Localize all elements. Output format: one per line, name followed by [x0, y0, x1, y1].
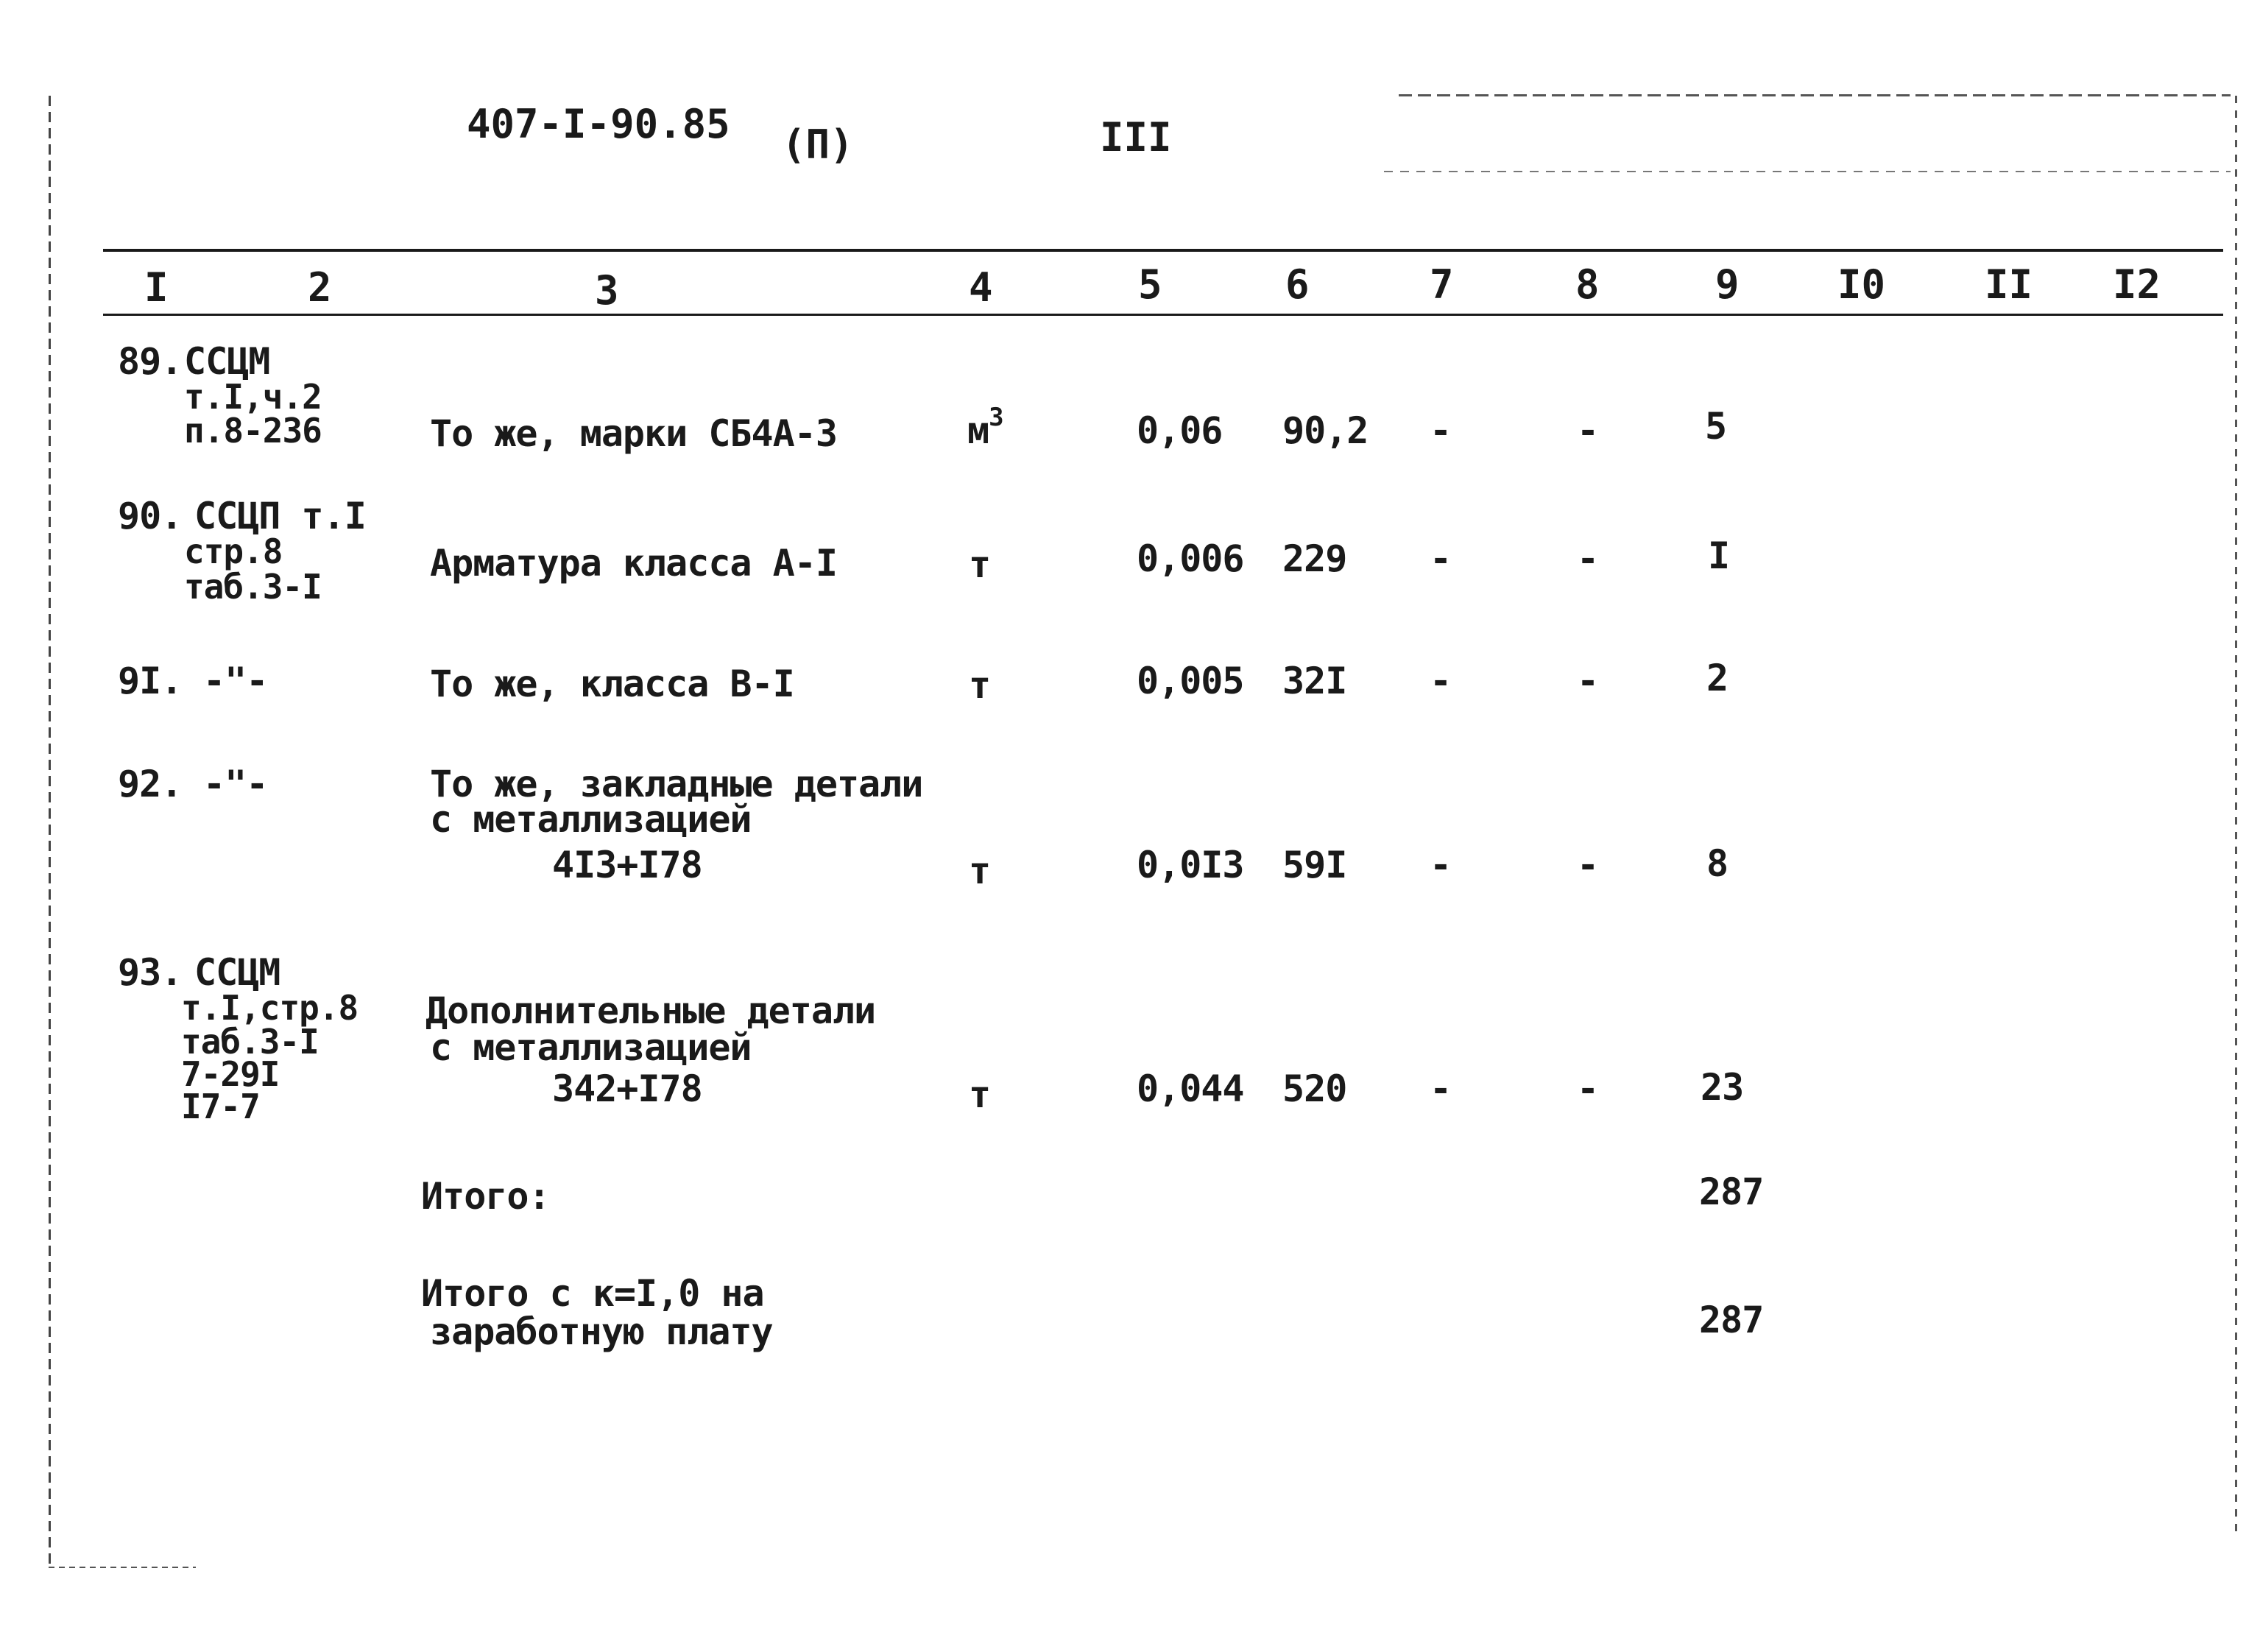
row-number: 89.	[118, 340, 183, 383]
row-source: -"-	[203, 660, 268, 702]
table-header-rule	[103, 314, 2223, 316]
wage-total-label: заработную плату	[430, 1310, 773, 1353]
row-unit: т	[969, 850, 991, 892]
row-unit: т	[969, 543, 991, 586]
row-number: 90.	[118, 495, 183, 537]
doc-number: 407-I-90.85	[467, 101, 730, 147]
table-top-rule	[103, 249, 2223, 252]
row-col7: -	[1430, 537, 1452, 580]
row-col7: -	[1430, 1067, 1452, 1110]
row-source: таб.3-I	[184, 567, 322, 607]
page-border-bottom	[49, 1567, 196, 1568]
page-number: III	[1100, 114, 1172, 160]
row-number: 9I.	[118, 660, 183, 702]
row-formula: 342+I78	[552, 1067, 702, 1110]
row-total: 2	[1706, 657, 1728, 699]
row-unit: т	[969, 664, 991, 707]
row-col8: -	[1577, 844, 1599, 886]
row-name: То же, марки СБ4А-3	[430, 412, 837, 455]
row-name: Дополнительные детали	[425, 989, 876, 1032]
row-name: То же, закладные детали	[430, 763, 923, 805]
row-number: 93.	[118, 951, 183, 994]
row-source: ССЦМ	[184, 340, 270, 383]
col-header-10: I0	[1837, 261, 1886, 308]
row-source: -"-	[203, 763, 268, 805]
row-name: Арматура класса А-I	[430, 542, 837, 585]
row-col8: -	[1577, 537, 1599, 580]
row-total: 8	[1706, 842, 1728, 885]
page-border-left	[49, 96, 51, 1568]
col-header-12: I2	[2113, 261, 2161, 308]
row-col7: -	[1430, 844, 1452, 886]
row-qty: 0,006	[1137, 537, 1244, 580]
row-col8: -	[1577, 409, 1599, 452]
subtotal-value: 287	[1699, 1171, 1764, 1213]
row-qty: 0,044	[1137, 1067, 1244, 1110]
row-source: п.8-236	[184, 411, 322, 451]
row-col7: -	[1430, 660, 1452, 702]
col-header-11: II	[1985, 261, 2033, 308]
row-name: с металлизацией	[430, 798, 752, 841]
row-source: таб.3-I	[181, 1022, 319, 1062]
row-qty: 0,0I3	[1137, 844, 1244, 886]
col-header-3: 3	[595, 267, 619, 314]
col-header-6: 6	[1285, 261, 1310, 308]
row-price: 229	[1282, 537, 1347, 580]
row-qty: 0,06	[1137, 409, 1223, 452]
row-source: т.I,ч.2	[184, 377, 322, 417]
doc-marker: (П)	[782, 121, 854, 168]
page-border-top	[1399, 94, 2231, 96]
col-header-2: 2	[308, 264, 332, 311]
row-col8: -	[1577, 660, 1599, 702]
wage-total-label: Итого с к=I,0 на	[421, 1272, 764, 1315]
row-col8: -	[1577, 1067, 1599, 1110]
row-col7: -	[1430, 409, 1452, 452]
subtotal-label: Итого:	[421, 1175, 550, 1218]
row-total: 23	[1701, 1066, 1744, 1109]
row-source: ССЦМ	[194, 951, 280, 994]
row-price: 32I	[1282, 660, 1347, 702]
col-header-8: 8	[1575, 261, 1600, 308]
row-total: 5	[1705, 405, 1727, 448]
row-price: 90,2	[1282, 409, 1369, 452]
row-qty: 0,005	[1137, 660, 1244, 702]
col-header-7: 7	[1430, 261, 1454, 308]
row-unit: $м^3$	[967, 403, 1003, 452]
row-total: I	[1708, 534, 1730, 577]
row-source: ССЦП т.I	[194, 495, 366, 537]
row-price: 520	[1282, 1067, 1347, 1110]
col-header-1: I	[144, 264, 169, 311]
row-number: 92.	[118, 763, 183, 805]
col-header-9: 9	[1715, 261, 1740, 308]
col-header-5: 5	[1138, 261, 1162, 308]
col-header-4: 4	[969, 264, 993, 311]
wage-total-value: 287	[1699, 1299, 1764, 1341]
row-source: 7-29I	[181, 1054, 280, 1094]
row-name: с металлизацией	[430, 1026, 752, 1069]
row-name: То же, класса В-I	[430, 663, 794, 705]
row-source: т.I,стр.8	[181, 988, 359, 1028]
row-source: стр.8	[184, 532, 283, 571]
row-formula: 4I3+I78	[552, 844, 702, 886]
page-border-right	[2235, 96, 2237, 1539]
row-price: 59I	[1282, 844, 1347, 886]
row-unit: т	[969, 1073, 991, 1116]
row-source: I7-7	[181, 1087, 260, 1126]
page-border-top-2	[1384, 171, 2231, 172]
